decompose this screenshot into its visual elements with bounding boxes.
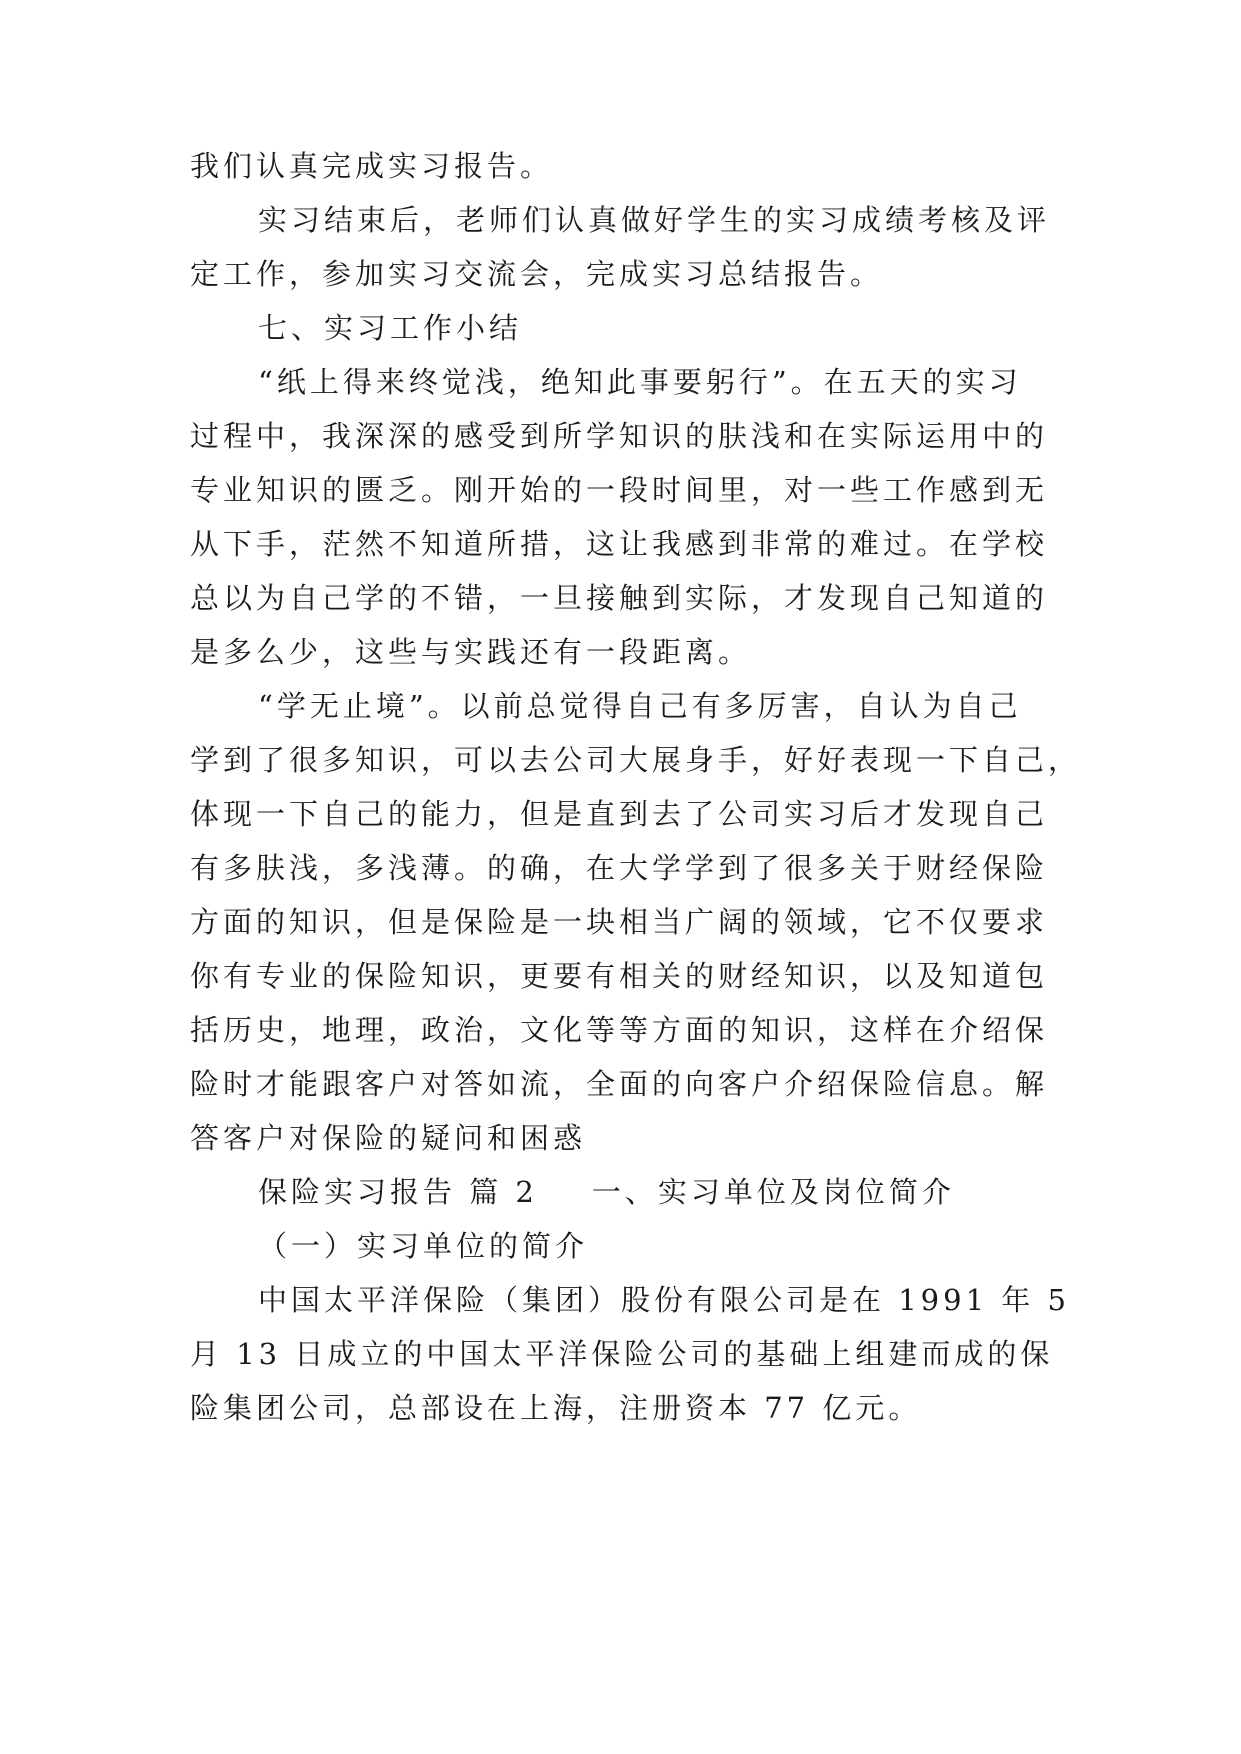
text-line: 总以为自己学的不错，一旦接触到实际，才发现自己知道的: [190, 581, 1049, 615]
text-line: 有多肤浅，多浅薄。的确，在大学学到了很多关于财经保险: [190, 851, 1049, 885]
text-line: 括历史，地理，政治，文化等等方面的知识，这样在介绍保: [190, 1013, 1049, 1047]
section-heading: 七、实习工作小结: [258, 311, 523, 345]
text-line: 学到了很多知识，可以去公司大展身手，好好表现一下自己，: [190, 743, 1082, 777]
text-line: 体现一下自己的能力，但是直到去了公司实习后才发现自己: [190, 797, 1049, 831]
text-line: 方面的知识，但是保险是一块相当广阔的领域，它不仅要求: [190, 905, 1049, 939]
text-line: 专业知识的匮乏。刚开始的一段时间里，对一些工作感到无: [190, 473, 1049, 507]
section-title: 保险实习报告 篇 2: [258, 1175, 538, 1209]
text-line: 中国太平洋保险（集团）股份有限公司是在 1991 年 5: [258, 1283, 1070, 1317]
sub-heading: （一）实习单位的简介: [258, 1229, 589, 1263]
text-line: 我们认真完成实习报告。: [190, 149, 554, 183]
text-line: 过程中，我深深的感受到所学知识的肤浅和在实际运用中的: [190, 419, 1049, 453]
text-line: 险集团公司，总部设在上海，注册资本 77 亿元。: [190, 1391, 922, 1425]
text-line: 是多么少，这些与实践还有一段距离。: [190, 635, 752, 669]
text-line: 从下手，茫然不知道所措，这让我感到非常的难过。在学校: [190, 527, 1049, 561]
text-line: 答客户对保险的疑问和困惑: [190, 1121, 587, 1155]
text-line: 月 13 日成立的中国太平洋保险公司的基础上组建而成的保: [190, 1337, 1054, 1371]
text-line: 你有专业的保险知识，更要有相关的财经知识，以及知道包: [190, 959, 1049, 993]
text-line: 定工作，参加实习交流会，完成实习总结报告。: [190, 257, 884, 291]
text-line: 实习结束后，老师们认真做好学生的实习成绩考核及评: [258, 203, 1051, 237]
text-line: “纸上得来终觉浅，绝知此事要躬行”。在五天的实习: [258, 365, 1022, 399]
text-line: 险时才能跟客户对答如流，全面的向客户介绍保险信息。解: [190, 1067, 1049, 1101]
section-heading: [258, 1170, 955, 1214]
section-subtitle: 一、实习单位及岗位简介: [591, 1175, 955, 1209]
text-line: “学无止境”。以前总觉得自己有多厉害，自认为自己: [258, 689, 1022, 723]
